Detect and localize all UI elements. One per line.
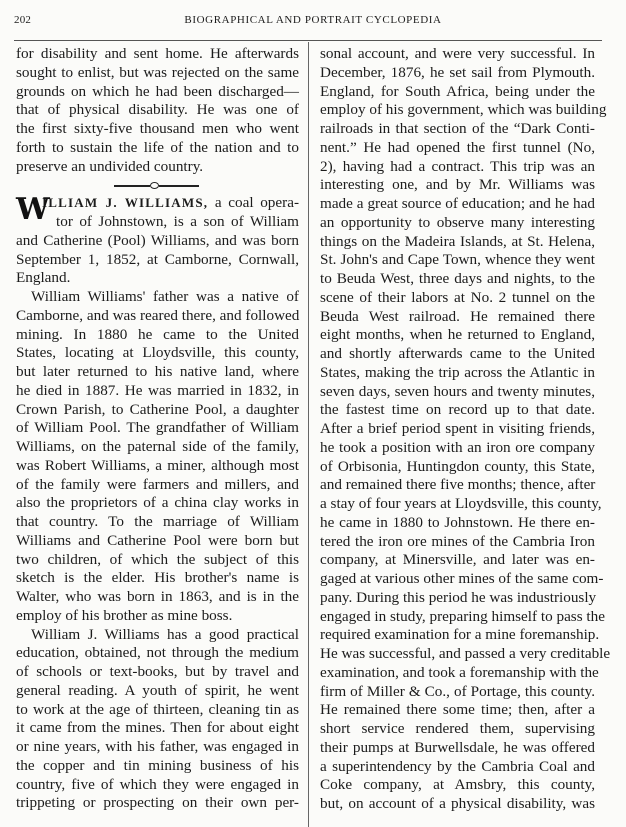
- page-number: 202: [14, 14, 32, 26]
- text-line: nent.” He had opened the first tunnel (No,: [320, 138, 595, 156]
- text-line: was Robert Williams, a miner, although most: [16, 456, 299, 474]
- text-line: Crown Parish, to Catherine Pool, a daughter: [16, 400, 299, 418]
- text-line: mining. In 1880 he came to the United: [16, 325, 299, 343]
- text-line: company, at Minersville, and later was en-: [320, 551, 595, 569]
- text-line: made a great source of education; and he had: [320, 195, 595, 212]
- text-line: 2), having had a contract. This trip was an: [320, 157, 595, 175]
- text-line: engaged in study, preparing himself to pass the: [320, 607, 605, 625]
- entry-heading-line: [16, 194, 299, 213]
- text-line: He remained there some time; then, after a: [320, 701, 595, 719]
- text-line: gaged at various other mines of the same com-: [320, 570, 604, 587]
- text-line: and shortly afterwards came to the United: [320, 345, 595, 362]
- text-line: seven days, seven hours and twenty minutes,: [320, 382, 595, 400]
- text-line: the first sixty-five thousand men who went: [16, 120, 299, 137]
- text-line: two children, of which the subject of this: [16, 550, 299, 568]
- text-line: he came in 1880 to Johnstown. He there en-: [320, 513, 595, 531]
- text-line: interesting one, and by Mr. Williams was: [320, 176, 595, 194]
- text-line: After a brief period spent in visiting friends,: [320, 420, 595, 437]
- entry-heading-rest: a coal opera-: [214, 194, 299, 212]
- text-line: and Catherine (Pool) Williams, and was born: [16, 231, 299, 249]
- text-line: things on the Madeira Islands, at St. Helena,: [320, 232, 595, 250]
- text-line: sonal account, and were very successful. In: [320, 45, 595, 62]
- text-line: that country. To the marriage of William: [16, 513, 299, 530]
- text-line: England, for South Africa, being under the: [320, 82, 595, 100]
- text-line: eight months, when he returned to England,: [320, 326, 595, 344]
- text-line: tered the iron ore mines of the Cambria Iron: [320, 532, 595, 550]
- text-line: scene of their labors at No. 2 tunnel on the: [320, 288, 595, 306]
- ornament-bar-right: [159, 185, 199, 187]
- entry-name: ILLIAM J. WILLIAMS,: [42, 195, 209, 211]
- text-line: for disability and sent home. He afterwards: [16, 45, 299, 62]
- text-line: but later returned to his native land, where: [16, 363, 299, 380]
- text-line: that of physical disability. He was one of: [16, 101, 299, 119]
- text-line: December, 1876, he set sail from Plymouth.: [320, 63, 595, 81]
- text-line: September 1, 1852, at Camborne, Cornwall,: [16, 250, 299, 268]
- text-line: their pumps at Burwellsdale, he was offered: [320, 738, 595, 756]
- text-line: to Beuda West, three days and nights, to the: [320, 270, 595, 287]
- text-line: States, making the trip across the Atlantic in: [320, 363, 595, 381]
- left-column: [16, 45, 299, 813]
- text-line: the fastest time on record up to that date.: [320, 401, 595, 419]
- text-line: forth to sustain the life of the nation and to: [16, 138, 299, 156]
- text-line: required examination for a mine foremanship.: [320, 626, 600, 644]
- running-title: BIOGRAPHICAL AND PORTRAIT CYCLOPEDIA: [184, 14, 442, 26]
- paragraph-education: [16, 626, 299, 814]
- header-rule: [14, 40, 602, 41]
- text-line: Camborne, and was reared there, and followed: [16, 306, 300, 324]
- text-line: he died in 1887. He was married in 1832, in: [16, 381, 299, 399]
- text-line: tor of Johnstown, is a son of William: [56, 213, 299, 230]
- text-line: Walter, who was born in 1863, and is in the: [16, 588, 299, 605]
- text-line: William J. Williams has a good practical: [31, 625, 299, 643]
- text-line: sketch is the elder. His brother's name is: [16, 569, 299, 587]
- continuation-paragraph: [16, 45, 299, 176]
- text-line: preserve an undivided country.: [16, 157, 204, 175]
- text-line: a stay of four years at Lloydsville, this county,: [320, 495, 602, 512]
- text-line: pany. During this period he was industriously: [320, 588, 597, 606]
- text-line: examination, and took a foremanship with the: [320, 663, 599, 681]
- text-line: education, obtained, not through the medium: [16, 644, 299, 662]
- text-line: short service rendered them, supervising: [320, 720, 595, 737]
- text-line: States, locating at Lloydsville, this county,: [16, 344, 299, 362]
- paragraph-family: [16, 288, 299, 626]
- ornament-bar-left: [114, 185, 150, 187]
- text-line: to work at the age of thirteen, cleaning tin as: [16, 700, 299, 718]
- text-line: trippeting or prospecting on their own per-: [16, 794, 299, 812]
- text-line: Williams, on the paternal side of the family,: [16, 438, 299, 455]
- text-line: of Orbisonia, Huntingdon county, this State,: [320, 457, 595, 475]
- column-divider: [308, 42, 309, 827]
- text-line: railroads in that section of the “Dark Conti-: [320, 120, 595, 137]
- ornament-knot-icon: [150, 182, 159, 189]
- text-line: or nine years, with his father, was engaged in: [16, 738, 299, 755]
- text-line: grounds on which he had been discharged—: [16, 82, 299, 100]
- text-line: employ of his government, which was building: [320, 101, 607, 119]
- biography-entry: [16, 194, 299, 288]
- drop-cap: W: [16, 192, 48, 228]
- text-line: he took a position with an iron ore company: [320, 438, 595, 456]
- text-line: of the family were farmers and millers, and: [16, 475, 299, 493]
- text-line: general reading. A youth of spirit, he went: [16, 681, 299, 699]
- text-line: employ of his brother as mine boss.: [16, 606, 233, 624]
- text-line: England.: [16, 269, 71, 287]
- text-line: it came from the mines. Then for about eight: [16, 719, 299, 737]
- text-line: of William Pool. The grandfather of William: [16, 419, 299, 437]
- text-line: William Williams' father was a native of: [31, 288, 299, 305]
- text-line: sought to enlist, but was rejected on the same: [16, 63, 299, 81]
- text-line: and remained there five months; thence, after: [320, 476, 596, 494]
- text-line: but, on account of a physical disability, was: [320, 795, 595, 812]
- text-line: a superintendency by the Cambria Coal and: [320, 757, 595, 775]
- text-line: the copper and tin mining business of his: [16, 756, 299, 774]
- text-line: of schools or text-books, but by travel and: [16, 663, 299, 680]
- text-line: firm of Miller & Co., of Portage, this county.: [320, 682, 595, 700]
- text-line: St. John's and Cape Town, whence they went: [320, 251, 595, 269]
- text-line: also the proprietors of a china clay works in: [16, 494, 299, 512]
- text-line: Beuda West railroad. He remained there: [320, 307, 595, 325]
- text-line: Coke company, at Amsbry, this county,: [320, 776, 595, 794]
- page-header: [0, 0, 626, 40]
- text-line: country, five of which they were engaged in: [16, 775, 299, 793]
- right-column: [320, 45, 611, 814]
- section-ornament-divider: [16, 176, 299, 194]
- text-line: an opportunity to observe many interesting: [320, 213, 595, 231]
- text-line: He was successful, and passed a very creditable: [320, 645, 611, 662]
- text-line: Williams and Catherine Pool were born but: [16, 531, 299, 549]
